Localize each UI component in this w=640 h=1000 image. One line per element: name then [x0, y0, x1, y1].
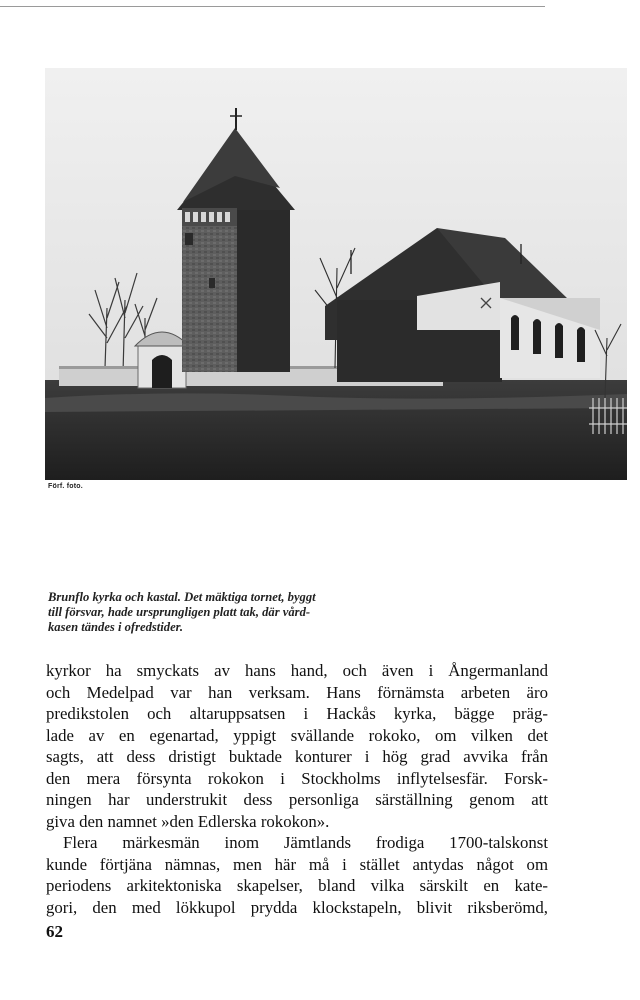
gate-house: [135, 332, 189, 388]
body-line: giva den namnet »den Edlerska rokokon».: [46, 811, 330, 831]
body-line: Flera märkesmän inom Jämtlands frodiga 1700-talskonst: [63, 833, 548, 852]
body-line: predikstolen och altaruppsatsen i Hackås kyrka, bägge präg-: [46, 704, 548, 723]
body-line: och Medelpad var han verksam. Hans förnämsta arbeten äro: [46, 682, 548, 702]
body-line: kunde förtjäna nämnas, men här må i stället antydas något om: [46, 854, 548, 874]
caption-line: till försvar, hade ursprungligen platt tak, där vård-: [48, 605, 311, 619]
church-photo-drawing: [45, 68, 627, 480]
body-line: sagts, att dess dristigt buktade konturer i hög grad avvika från: [46, 747, 548, 766]
body-text: [46, 660, 548, 918]
caption-line: Brunflo kyrka och kastal. Det mäktiga tornet, byggt: [48, 590, 316, 604]
top-rule: [0, 6, 545, 7]
page-number: 62: [46, 922, 63, 941]
photo-caption: [48, 590, 408, 635]
body-line: kyrkor ha smyckats av hans hand, och även i Ångermanland: [46, 661, 548, 680]
photo-credit: Förf. foto.: [48, 483, 83, 490]
body-line: lade av en egenartad, yppigt svällande rokoko, om vilken det: [46, 725, 548, 745]
body-line: den mera försynta rokokon i Stockholms inflytelsesfär. Forsk-: [46, 768, 548, 788]
body-line: periodens arkitektoniska skapelser, bland vilka särskilt en kate-: [46, 876, 548, 895]
body-line: ningen har understrukit dess personliga särställning genom att: [46, 790, 548, 809]
caption-line: kasen tändes i ofredstider.: [48, 620, 184, 634]
body-line: gori, den med lökkupol prydda klockstapeln, blivit riksberömd,: [46, 897, 548, 917]
church-photo: [45, 68, 627, 480]
